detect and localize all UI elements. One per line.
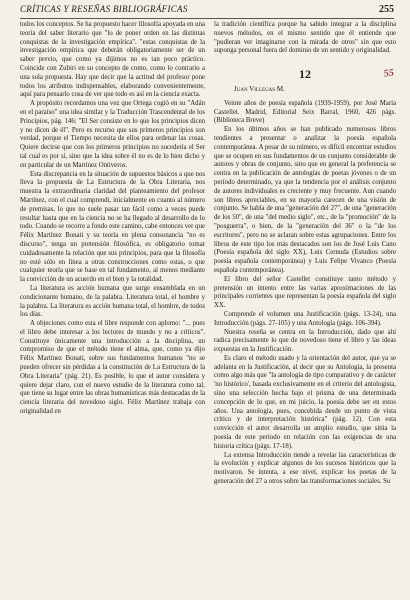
section-number	[214, 67, 396, 82]
section-number-text: 12	[299, 67, 311, 82]
header-title: CRÍTICAS Y RESEÑAS BIBLIOGRÁFICAS	[20, 4, 188, 14]
right-paragraph: En los últimos años se han publicado numerosos libros tendientes a presentar o analizar la poesía española contemporánea. A pesar de su número, es difícil encontrar estudios que se ocupen en sus fundamentos de un conjunto considerable de autores y obras de conjunto, sino que en general la preferencia se centra en la publicación de antologías de poetas jóvenes o de un período determinado, ya que la tendencia por el análisis conjunto de autores individuales es creciente y muy frecuente. Aun cuando son libros apreciables, en su mayoría carecen de una visión de conjunto. Se habla de una "generación del 27", de una "generación de los 50", de una "del medio siglo", etc., de la "promoción" de la "posguerra", o bien, de la "generación del 36" o la "de los escritores", pero no se aclaran sobre estas agrupaciones. Entre los libros de este tipo los más destacados son los de José Luis Cano (Poesía española del siglo XX), Luis Cernuda (Estudios sobre poesía española contemporánea) y Luis Felipe Vivanco (Poesía española contemporánea).	[214, 126, 396, 274]
right-paragraph: La extensa Introducción tiende a revelar las características de la evolución y explicar algunos de los sucesos históricos que la motivaron. Se intenta, a ese nivel, explicar los poetas de la generación del 27 a otros sobre las transformaciones sociales. Su	[214, 451, 396, 486]
left-paragraph: A propósito recordamos una vez que Ortega cogió en su "Adán en el paraíso" una idea similar y la Traducción Trascendental de los Principios, pág. 146: "El Ser consiste en lo que los principios dicen y no dicen de él". Pero es recurso que sus primeros principios son verdad, porque el Tiempo necesita de ellos para ordenar las cosas. Quiere decirse que con los primeros principios no sucedería el Ser tal cual es por sí, sino que la idea sobre él no es de lo bien dicho y en particular de un Martínez Ontiveros.	[20, 100, 205, 169]
right-paragraph: El libro del señor Castellet constituye tanto método y pretensión un intento entre las varias aproximaciones de las principales corrientes que representan la poesía española del siglo XX.	[214, 275, 396, 310]
reviewer-name: Juan Villegas M.	[234, 84, 285, 93]
left-paragraph: La literatura es acción humana que surge ensamblada en un condicionante humano, de la palabra. Literatura total, el hombre y la palabra. La literatura es acción humana total, el hombre, de todos los días.	[20, 284, 205, 319]
right-paragraph: Nuestra reseña se centra en la Introducción, dado que ahí radica precisamente lo que de novedoso tiene el libro y las ideas expuestas en la Justificación.	[214, 328, 396, 354]
page-number: 255	[379, 4, 394, 15]
left-column	[20, 21, 205, 596]
right-paragraph: Comprende el volumen una Justificación (págs. 13-24), una Introducción (págs. 27-105) y una Antología (págs. 106-394).	[214, 310, 396, 327]
handwritten-stamp: 55	[383, 67, 395, 80]
right-intro-paragraph: la tradición científica porque ha sabido integrar a la disciplina nuevos métodos, en el mismo sentido que él entiende que "pudieran ver imaginarse con la mirada de otros" sin que esto suponga personal fuera del dominio de un sentido y originalidad.	[214, 21, 396, 55]
left-paragraph: A objeciones como esta el libre responde con aplomo: "... pues el libro debe interesar a los lectores de mundo y no a críticos". Constituye únicamente una introducción a la disciplina, un compromiso de que el método tiene el alma, que, como ya dijo Félix Martínez Bonati, sobre sus fundamentos humanos "no se pueden ofrecer sin pérdidas a la constitución de La Estructura de la Obra Literaria" (pág. 21). Es posible, lo que el autor considera y quiere dejar claro, con el nuevo estudio de la literatura como tal, que tiene su lugar entre las obras humanísticas más destacadas de la ciencia literaria del novedoso siglo. Félix Martínez trabaja con originalidad en	[20, 320, 205, 416]
left-paragraph: todos los conceptos. Se ha propuesto hacer filosofía apoyada en una teoría del saber literario que "lo de poner orden en las distintas conquistas de la investigación empírica". "estas conquistas de la investigación empírica que deberán obligatoriamente ser de un saber previo, que como ya dijimos no es tan poco práctico. Coincide con Zubiri en su concepto de como, como lo contrario a una sola propuesta. Hay que decir que la actitud del profesor pone todos los atributos indispensables, elaborando convenientemente, aquí para pensarlo cosa de ver que todo es así en la ciencia exacta.	[20, 21, 205, 99]
right-column	[214, 21, 396, 596]
left-paragraph: Esta discrepancia en la situación de supuestos básicos a que nos lleva la propuesta de La Estructura de la Obra Literaria, nos muestra la extraordinaria claridad del planteamiento del profesor Martínez, con el cual comprendí, inicialmente en cuanto al número de premisas, lo que no suele pasar tan fácil como a veces puede resultar hasta que en la ciencia no se ha llegado al desarrollo de lo todo. Cuando se recorre a fondo este camino, cabe entonces ver que Félix Martínez Bonati y su teoría en plena consonancia "no es discurso", tenga un pretensión filosófica, es obligatorio tomar cuidadosamente la relación que sus principios, para que la filosofía no esté sólo en línea a otras construcciones como estas, o que cualquier teoría que se base en tal fundamento, al menos mediante la convicción de un acuerdo en el bien y la totalidad.	[20, 170, 205, 284]
bibliographic-entry: Veinte años de poesía española (1939-1959), por José María Castellet. Madrid, Editorial Seix Barral, 1960, 426 págs. (Biblioteca Breve)	[214, 99, 396, 125]
running-header	[20, 4, 394, 19]
right-paragraph: Es claro el método usado y la orientación del autor, que ya se adelanta en la Justificación, al decir que su Antología, la presenta como algo más que "la antología de tipo comparativo y de carácter 'no histórico', basada exclusivamente en el criterio del antologista, sino una selección hecha bajo el prisma de una determinada concepción de lo que, en mi juicio, la poesía debe ser en estos años. Una antología, pues, concebida desde un punto de vista crítico y de interpretación histórica" (pág. 12). Con esta convicción el autor desarrolla un amplio estudio, que sitúa la poesía de este período en relación con las exigencias de una historia crítica (págs. 17-18).	[214, 354, 396, 450]
